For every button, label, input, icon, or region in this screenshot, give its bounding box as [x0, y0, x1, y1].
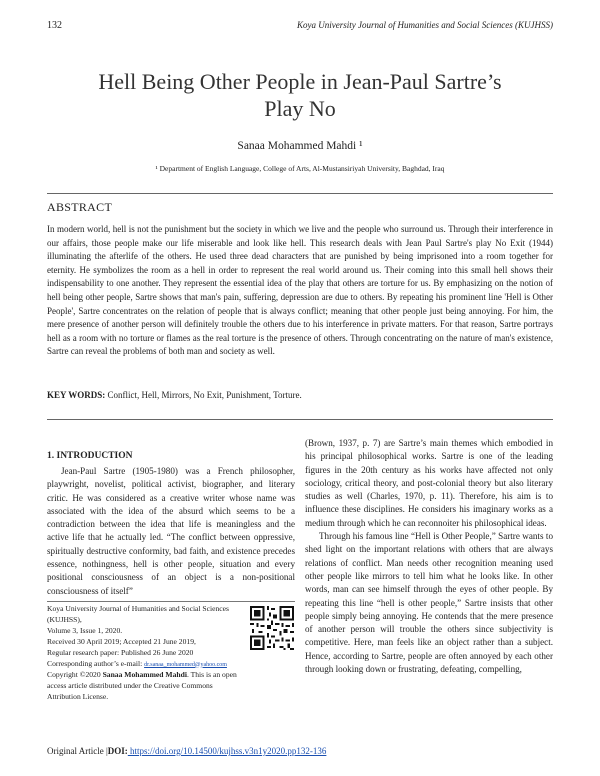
footer-copyright [47, 670, 247, 703]
bottom-doi-line [47, 746, 326, 756]
copyright-suffix: . This is an open access article distributed under the Creative Commons Attribution License. [47, 670, 237, 702]
title-line-2: Play No [264, 96, 336, 121]
article-type: Original Article | [47, 746, 108, 756]
article-title [47, 68, 553, 122]
author-name: Sanaa Mohammed Mahdi ¹ [237, 140, 363, 152]
doi-link[interactable]: https://doi.org/10.14500/kujhss.v3n1y2020.pp132-136 [127, 746, 327, 756]
intro-paragraph-1: Jean-Paul Sartre (1905-1980) was a French philosopher, playwright, novelist, political activist, biographer, and literary critic. He was considered as a creative writer whose name was associated with the idea of the absurd which seems to be a contradiction between the idea that life is meaningless and the active life that he actually led. “The conflict between oppressive, spiritually destructive conformity, bad faith, and existence precedes essence, nothingness, hell is other people, situation and every positional consciousness of an object is a non-positional consciousness of itself” [47, 466, 295, 596]
footer-published: Regular research paper: Published 26 June 2020 [47, 647, 194, 657]
keywords-label: KEY WORDS: [47, 390, 106, 400]
intro-paragraph-3: Through his famous line “Hell is Other People,” Sartre wants to shed light on the important relations with others that are always relations of conflict. Man needs other recognition meaning used other people like mirrors to tell him what he looks like. In other words, man can see himself through the eyes of other people. By repeating this line “hell is other people,” Sartre insists that other people simply being annoying. He contends that the mere presence of another person will trouble the others since subjectivity is competitive. Here, man feels like an object rather than a subject. Hence, according to Sartre, people are often annoyed by each other through looking down or frustrating, defeating, compelling, [305, 531, 553, 675]
divider-bottom [47, 419, 553, 420]
footer-dates: Received 30 April 2019; Accepted 21 June 2019, [47, 636, 196, 646]
intro-paragraph-2: (Brown, 1937, p. 7) are Sartre’s main themes which embodied in his principal philosophical works. Sartre is one of the leading figures in the 20th century as his works have affected not only sociology, critical theory, and post-colonial theory but also literary studies as well (Charles, 1970, p. 11). Therefore, his aim is to influence these disciplines. He considers his imaginary works as a medium through which he can reconnoiter his philosophical ideas. [305, 438, 553, 528]
doi-label: DOI: [107, 746, 128, 756]
title-line-1: Hell Being Other People in Jean-Paul Sartre’s [98, 69, 502, 94]
abstract-heading: ABSTRACT [47, 200, 113, 214]
intro-heading: 1. INTRODUCTION [47, 451, 133, 461]
footer-divider [47, 601, 295, 602]
footer-journal: Koya University Journal of Humanities and Social Sciences (KUJHSS), [47, 604, 229, 624]
keywords [47, 390, 553, 400]
qr-code-icon [250, 606, 294, 650]
abstract-text: In modern world, hell is not the punishment but the society in which we live and the people who surround us. Through their interference in our affairs, those people make our life miserable and look like hell. This research deals with Jean Paul Sartre's play No Exit (1944) illuminating the afterlife of the others. He used three dead characters that are punished by being imprisoned into a room together for eternity. He symbolizes the room as a hell in order to represent the real world around us. Their coming into this small hell shows their indispensability to one another. They represent the essential idea of the play that others are torture for us. By emphasizing on the notion of hell being other people, Sartre shows that man's pain, suffering, depression are due to others. By repeating his prominent line 'Hell is Other People', Sartre concentrates on the relation of people that is always conflict; meaning that other people just being annoying. For him, the mere presence of another person will definitely trouble the others due to his interference in private matters. For that reason, Sartre portrays hell as a room with no torture or flames as the real torture is the presence of others. Through concentrating on the nature of man's existence, Sartre can reveal the problems of both man and society as well. [47, 224, 553, 357]
article-footer [47, 604, 247, 703]
footer-volume: Volume 3, Issue 1, 2020. [47, 625, 123, 635]
affiliation: ¹ Department of English Language, College of Arts, Al-Mustansiriyah University, Baghdad, Iraq [155, 164, 445, 173]
divider-top [47, 193, 553, 194]
footer-email-line [47, 659, 247, 671]
copyright-prefix: Copyright ©2020 [47, 670, 103, 680]
copyright-name: Sanaa Mohammed Mahdi [102, 670, 187, 680]
right-column [305, 437, 553, 676]
email-label: Corresponding author’s e-mail: [47, 658, 145, 668]
keywords-text: Conflict, Hell, Mirrors, No Exit, Punishment, Torture. [105, 390, 302, 400]
left-column [47, 465, 295, 598]
journal-header: Koya University Journal of Humanities and Social Sciences (KUJHSS) [297, 20, 553, 30]
email-link[interactable]: dr.sanaa_mohammed@yahoo.com [144, 661, 227, 668]
page-number: 132 [47, 20, 62, 31]
